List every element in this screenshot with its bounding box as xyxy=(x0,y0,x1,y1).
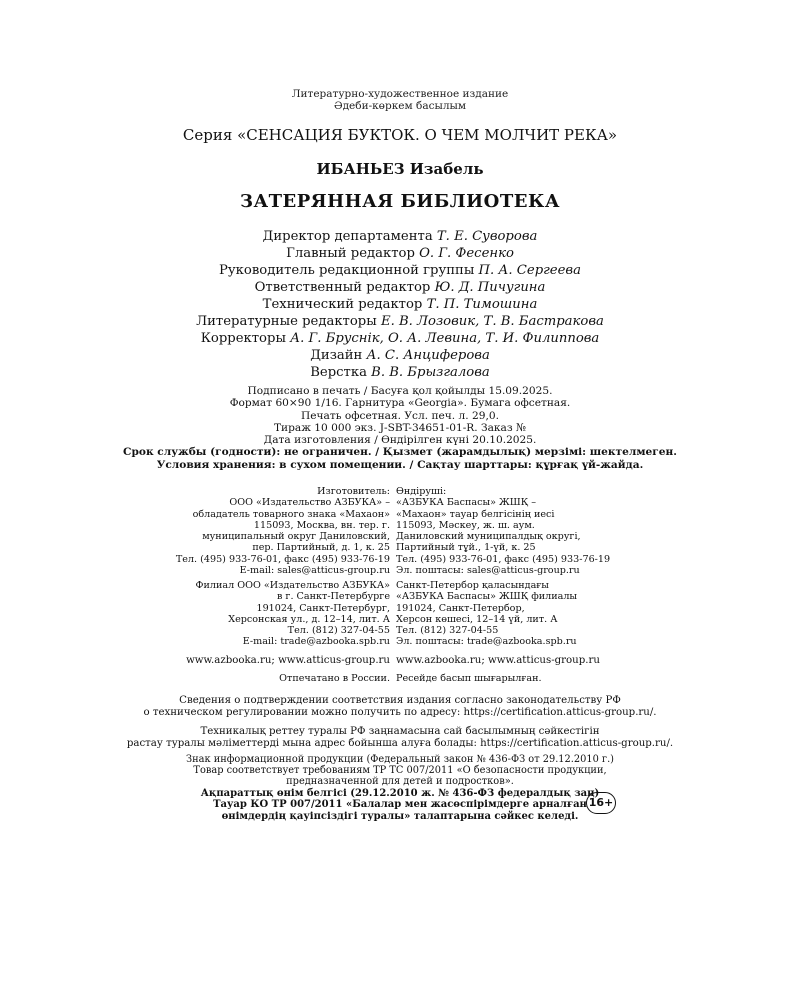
website-row xyxy=(150,655,650,671)
printed-kz: Ресейде басып шығарылған. xyxy=(396,673,542,684)
staff-line: Директор департамента Т. Е. Суворова xyxy=(262,229,538,244)
website-ru: www.azbooka.ru; www.atticus-group.ru xyxy=(186,655,390,666)
staff-line: Руководитель редакционной группы П. А. Сергеева xyxy=(219,263,581,278)
info-product-sign-ru: Знак информационной продукции (Федеральный закон № 436-ФЗ от 29.12.2010 г.) Товар соответствует требованиям ТР ТС 007/2011 «О безопасности продукции, предназначенной для детей и подростков». xyxy=(185,754,615,788)
staff-line: Верстка В. В. Брызгалова xyxy=(310,365,490,380)
book-title: ЗАТЕРЯННАЯ БИБЛИОТЕКА xyxy=(240,191,560,212)
website-kz: www.azbooka.ru; www.atticus-group.ru xyxy=(396,655,600,666)
manufacturer-kz: Өндіруші: «АЗБУКА Баспасы» ЖШҚ – «Махаон» тауар белгісінің иесі 115093, Мәскеу, ж. ш. аум. Даниловский муниципалдық округі, Партийный тұй., 1-үй, к. 25 Тел. (495) 933-76-01, факс (495) 933-76-19 Эл. поштасы: sales@atticus-group.ru xyxy=(396,486,611,577)
edition-type: Литературно-художественное издание Әдеби-көркем басылым xyxy=(291,88,509,112)
branch-kz: Санкт-Петербор қаласындағы «АЗБУКА Баспасы» ЖШҚ филиалы 191024, Санкт-Петербор, Херсон көшесі, 12–14 үй, лит. А Тел. (812) 327-04-55 Эл. поштасы: trade@azbooka.spb.ru xyxy=(396,580,578,648)
manufacturer-ru: Изготовитель: ООО «Издательство АЗБУКА» – обладатель товарного знака «Махаон» 115093, Москва, вн. тер. г. муниципальный округ Даниловский, пер. Партийный, д. 1, к. 25 Тел. (495) 933-76-01, факс (495) 933-76-19 E-mail: sales@atticus-group.ru xyxy=(175,486,390,577)
staff-list xyxy=(0,228,800,381)
storage-conditions: Условия хранения: в сухом помещении. / Сақтау шарттары: құрғақ үй-жайда. xyxy=(156,458,644,471)
signed-date: Подписано в печать / Басуға қол қойылды 15.09.2025. xyxy=(247,385,553,397)
manufacturer-columns xyxy=(150,486,650,676)
author-name: ИБАНЬЕЗ Изабель xyxy=(316,160,484,178)
printed-ru: Отпечатано в России. xyxy=(279,673,390,684)
age-rating-badge: 16+ xyxy=(586,792,616,814)
format-line: Формат 60×90 1/16. Гарнитура «Georgia». Бумага офсетная. xyxy=(229,397,571,410)
staff-line: Ответственный редактор Ю. Д. Пичугина xyxy=(254,280,546,295)
staff-line: Главный редактор О. Г. Фесенко xyxy=(286,246,514,261)
service-life: Срок службы (годности): не ограничен. / Қызмет (жарамдылық) мерзімі: шектелмеген. xyxy=(123,446,677,459)
publication-details xyxy=(0,385,800,471)
series-line: Серия «СЕНСАЦИЯ БУКТОК. О ЧЕМ МОЛЧИТ РЕКА» xyxy=(182,126,618,144)
certification-note-ru: Сведения о подтверждении соответствия издания согласно законодательству РФ о техническом регулировании можно получить по адресу: https://certification.atticus-group.ru/. xyxy=(143,695,657,718)
staff-line: Корректоры А. Г. Бруснік, О. А. Левина, Т. И. Филиппова xyxy=(200,331,600,346)
info-product-sign-kz: Ақпараттық өнім белгісі (29.12.2010 ж. № 436-ФЗ федералдық заң) Тауар КО ТР 007/2011 «Балалар мен жасөспірімдерге арналған өнімдердің қауіпсіздігі туралы» талаптарына сәйкес келеді. xyxy=(200,788,600,822)
certification-note-kz: Техникалық реттеу туралы РФ заңнамасына сай басылымның сәйкестігін растау туралы мәліметтерді мына адрес бойынша алуға болады: https://certification.atticus-group.ru/. xyxy=(126,726,674,749)
staff-line: Дизайн А. С. Анциферова xyxy=(310,348,490,363)
print-line: Печать офсетная. Усл. печ. л. 29,0. xyxy=(301,409,499,422)
made-date: Дата изготовления / Өндірілген күні 20.10.2025. xyxy=(263,434,537,447)
staff-line: Технический редактор Т. П. Тимошина xyxy=(262,297,538,312)
branch-ru: Филиал ООО «Издательство АЗБУКА» в г. Санкт-Петербурге 191024, Санкт-Петербург, Херсонская ул., д. 12–14, лит. А Тел. (812) 327-04-55 E-mail: trade@azbooka.spb.ru xyxy=(195,580,390,648)
staff-line: Литературные редакторы Е. В. Лозовик, Т. В. Бастракова xyxy=(196,314,604,329)
run-line: Тираж 10 000 экз. J-SBT-34651-01-R. Заказ № xyxy=(273,421,527,434)
printed-row xyxy=(150,673,650,687)
